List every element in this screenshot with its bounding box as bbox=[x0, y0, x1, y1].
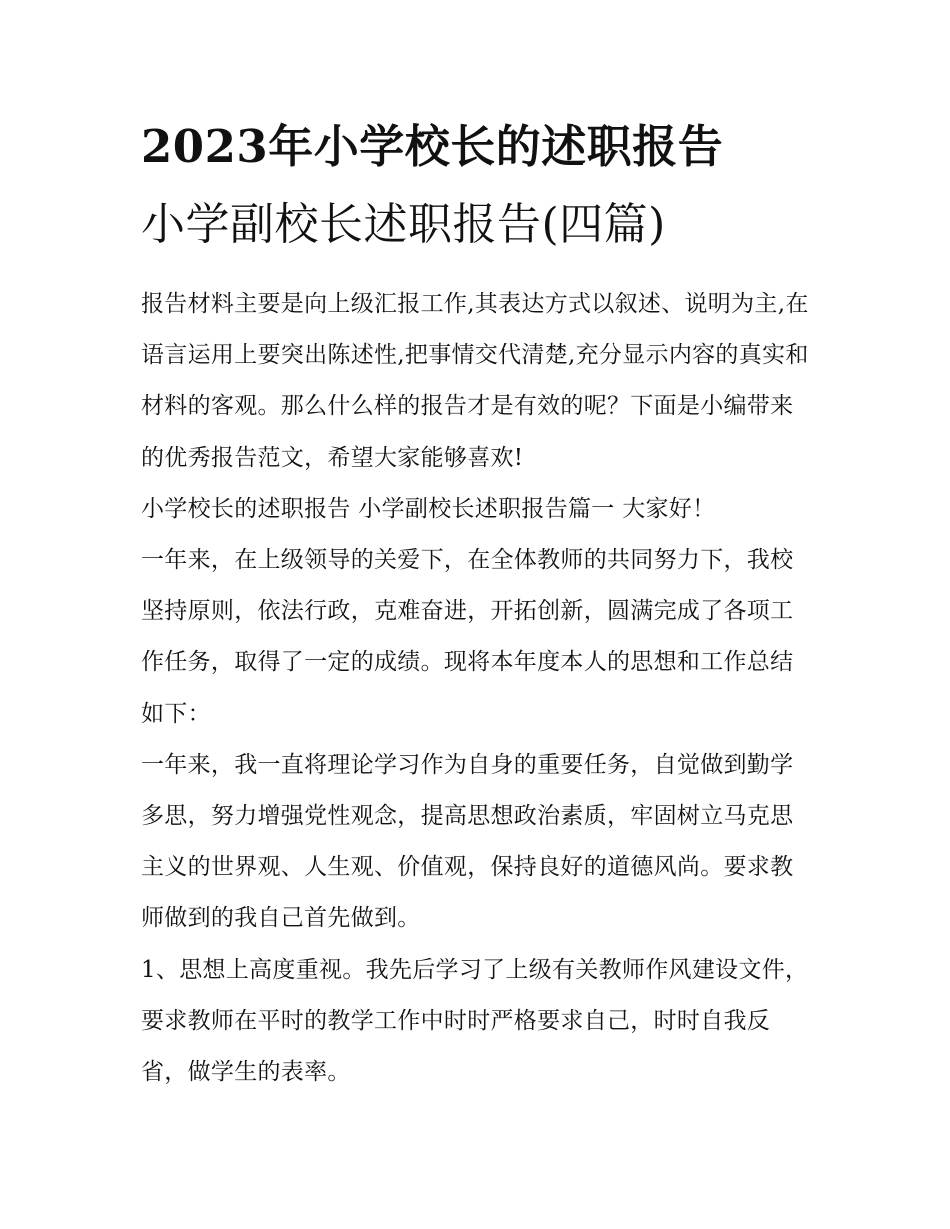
summary-paragraph: 一年来，在上级领导的关爱下，在全体教师的共同努力下，我校坚持原则，依法行政，克难奋进，开拓创新，圆满完成了各项工作任务，取得了一定的成绩。现将本年度本人的思想和工作总结如下： bbox=[141, 547, 794, 727]
document-subtitle: 小学副校长述职报告(四篇) bbox=[141, 199, 666, 250]
intro-paragraph: 报告材料主要是向上级汇报工作,其表达方式以叙述、说明为主,在语言运用上要突出陈述性,把事情交代清楚,充分显示内容的真实和材料的客观。那么什么样的报告才是有效的呢？下面是小编带来的优秀报告范文，希望大家能够喜欢! bbox=[141, 291, 809, 471]
numbered-item-paragraph: 1、思想上高度重视。我先后学习了上级有关教师作风建设文件， 要求教师在平时的教学工作中时时严格要求自己，时时自我反省，做学生的表率。 bbox=[141, 956, 809, 1086]
section-heading-paragraph: 小学校长的述职报告 小学副校长述职报告篇一 大家好！ bbox=[141, 495, 716, 522]
document-body bbox=[141, 279, 813, 1098]
theory-study-paragraph: 一年来，我一直将理论学习作为自身的重要任务，自觉做到勤学多思，努力增强党性观念，提高思想政治素质，牢固树立马克思主义的世界观、人生观、价值观，保持良好的道德风尚。要求教师做到的我自己首先做到。 bbox=[141, 751, 794, 932]
document-title: 2023年小学校长的述职报告 bbox=[141, 120, 724, 173]
